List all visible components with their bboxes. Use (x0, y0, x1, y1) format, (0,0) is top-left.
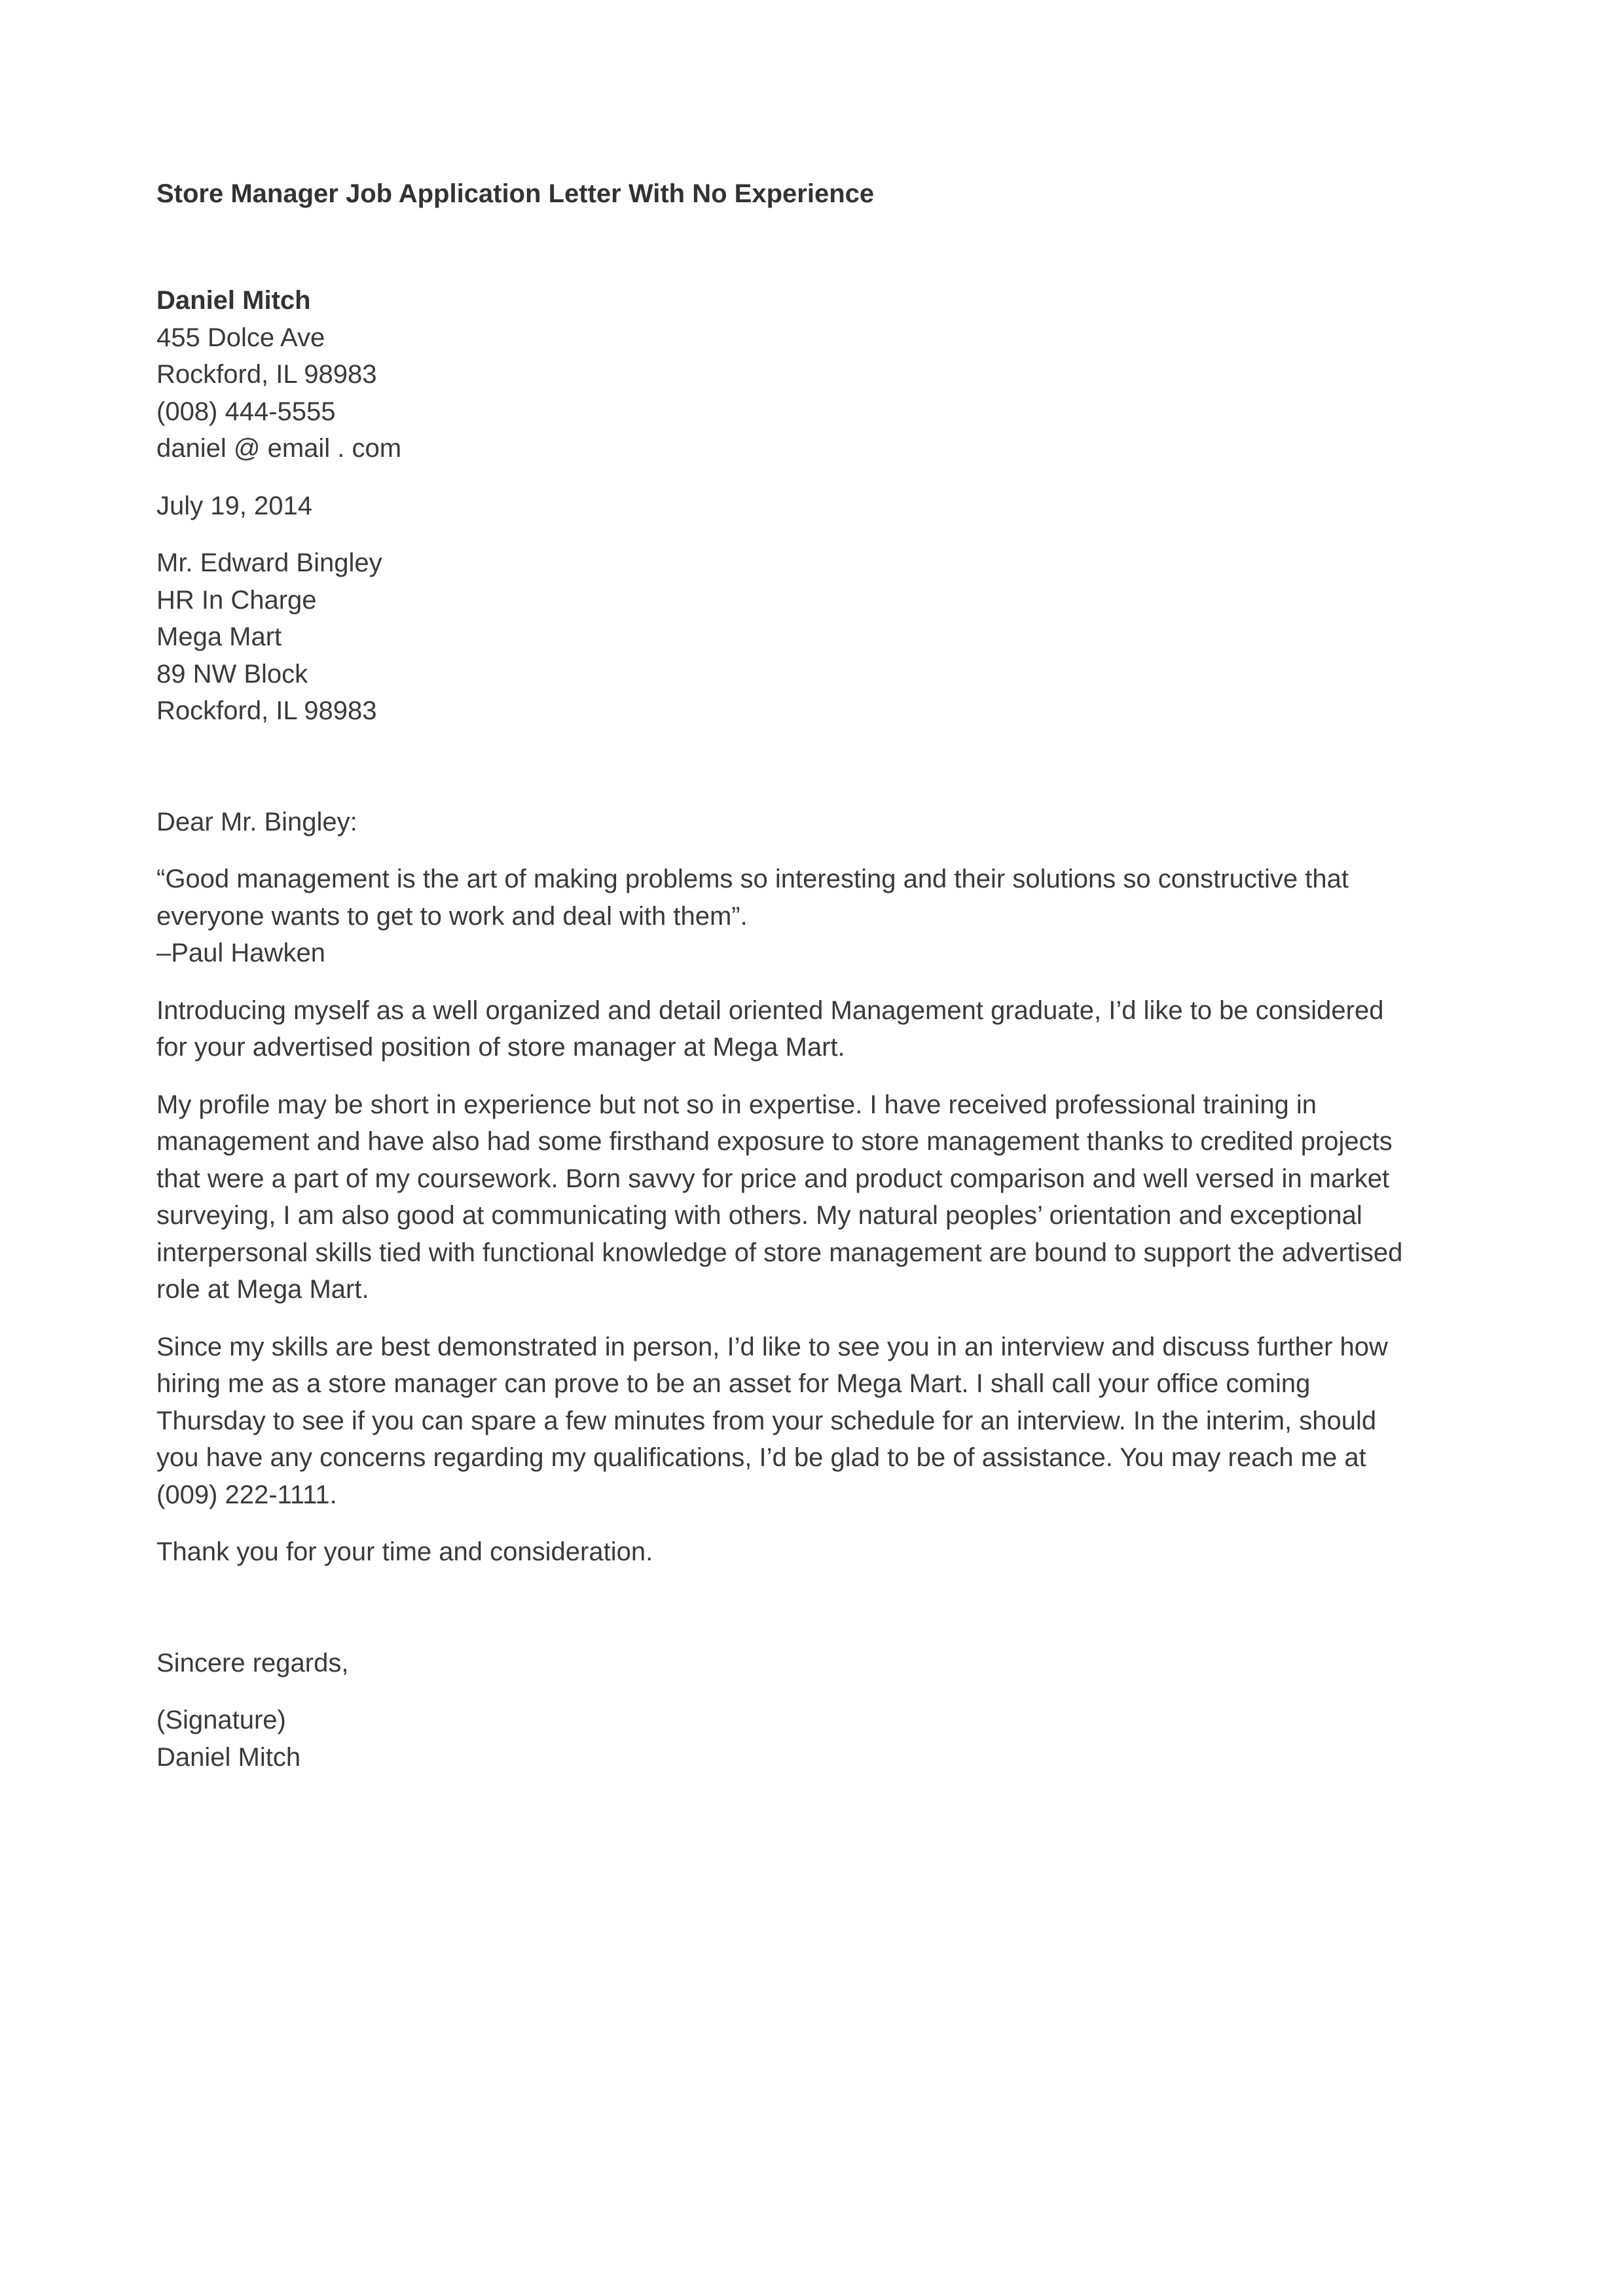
salutation: Dear Mr. Bingley: (156, 807, 357, 836)
recipient-name: Mr. Edward Bingley (156, 548, 382, 577)
closing-block (156, 1645, 1479, 1682)
sender-block (156, 282, 1479, 467)
sender-name: Daniel Mitch (156, 286, 311, 315)
sender-phone: (008) 444-5555 (156, 397, 336, 426)
document-title: Store Manager Job Application Letter With No Experience (156, 179, 875, 208)
quote-line: “Good management is the art of making problems so interesting and their solutions so constructive that (156, 865, 1349, 893)
paragraph-line: Thank you for your time and consideration. (156, 1537, 653, 1566)
recipient-address-line1: 89 NW Block (156, 659, 308, 689)
recipient-company: Mega Mart (156, 622, 282, 651)
letter-date-block (156, 488, 1479, 525)
sender-address-line2: Rockford, IL 98983 (156, 360, 377, 389)
quote-block (156, 861, 1479, 972)
recipient-block (156, 545, 1479, 730)
quote-author: –Paul Hawken (156, 939, 325, 967)
quote-line: everyone wants to get to work and deal with them”. (156, 901, 748, 931)
signer-name: Daniel Mitch (156, 1742, 301, 1772)
recipient-title: HR In Charge (156, 585, 317, 615)
signature-block (156, 1702, 1479, 1776)
recipient-address-line2: Rockford, IL 98983 (156, 696, 377, 725)
paragraph-line: you have any concerns regarding my qualifications, I’d be glad to be of assistance. You may reach me at (156, 1443, 1366, 1472)
paragraph-line: Since my skills are best demonstrated in person, I’d like to see you in an interview and discuss further how (156, 1332, 1388, 1361)
sender-email: daniel @ email . com (156, 434, 402, 463)
paragraph-line: surveying, I am also good at communicating with others. My natural peoples’ orientation and exceptional (156, 1201, 1362, 1230)
closing: Sincere regards, (156, 1648, 349, 1677)
paragraph-line: role at Mega Mart. (156, 1275, 369, 1304)
letter-date: July 19, 2014 (156, 491, 312, 520)
signature-placeholder: (Signature) (156, 1706, 286, 1734)
paragraph-line: interpersonal skills tied with functional knowledge of store management are bound to support the advertised (156, 1238, 1403, 1267)
paragraph-line: Thursday to see if you can spare a few minutes from your schedule for an interview. In the interim, should (156, 1406, 1377, 1435)
paragraph-line: management and have also had some firsthand exposure to store management thanks to credited projects (156, 1127, 1393, 1156)
paragraph-line: My profile may be short in experience but not so in expertise. I have received professional training in (156, 1090, 1317, 1119)
body-paragraph-interview (156, 1329, 1479, 1514)
paragraph-line: for your advertised position of store manager at Mega Mart. (156, 1033, 845, 1062)
body-paragraph-profile (156, 1086, 1479, 1308)
paragraph-line: Introducing myself as a well organized and detail oriented Management graduate, I’d like to be considered (156, 996, 1384, 1025)
sender-address-line1: 455 Dolce Ave (156, 323, 325, 352)
paragraph-line: hiring me as a store manager can prove to be an asset for Mega Mart. I shall call your office coming (156, 1369, 1311, 1398)
body-paragraph-thanks (156, 1534, 1479, 1571)
salutation-block (156, 804, 1479, 841)
paragraph-line: (009) 222-1111. (156, 1480, 337, 1509)
paragraph-line: that were a part of my coursework. Born savvy for price and product comparison and well versed in market (156, 1164, 1390, 1193)
body-paragraph-intro (156, 992, 1479, 1066)
letter-content (156, 175, 1479, 1776)
